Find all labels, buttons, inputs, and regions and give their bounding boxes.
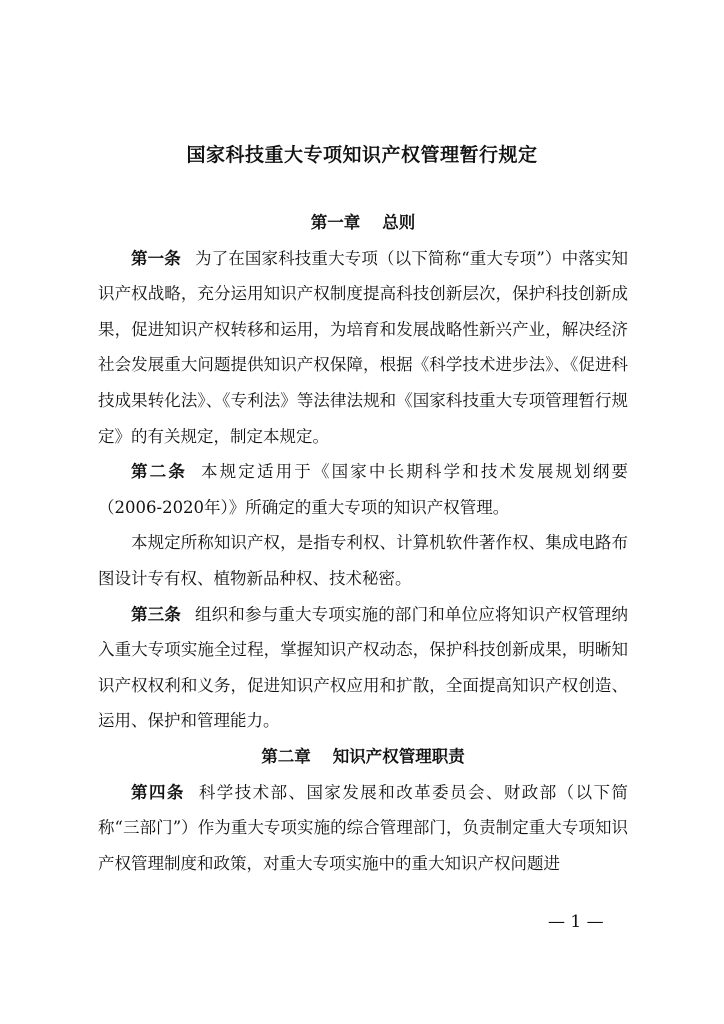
chapter-label: 第二章 (261, 746, 311, 766)
article-label: 第三条 (131, 604, 181, 624)
article-label: 第二条 (131, 462, 187, 482)
chapter-name: 总则 (382, 213, 416, 232)
article-text: 科学技术部、国家发展和改革委员会、财政部（以下简称“三部门”）作为重大专项实施的综合管理部门，负责制定重大专项知识产权管理制度和政策，对重大专项实施中的重大知识产权问题进 (98, 782, 629, 873)
article-label: 第一条 (131, 248, 181, 268)
document-body (98, 205, 628, 881)
article-text: 本规定所称知识产权，是指专利权、计算机软件著作权、集成电路布图设计专有权、植物新品种权、技术秘密。 (98, 533, 628, 588)
article-paragraph-5 (98, 775, 628, 882)
chapter-heading-2 (98, 739, 628, 775)
article-paragraph-4 (98, 597, 628, 739)
article-paragraph-2 (98, 454, 628, 525)
document-title: 国家科技重大专项知识产权管理暂行规定 (186, 144, 538, 166)
article-text: 为了在国家科技重大专项（以下简称“重大专项”）中落实知识产权战略，充分运用知识产权制度提高科技创新层次，保护科技创新成果，促进知识产权转移和运用，为培育和发展战略性新兴产业，解决经济社会发展重大问题提供知识产权保障，根据《科学技术进步法》、《促进科技成果转化法》、《专利法》等法律法规和《国家科技重大专项管理暂行规定》的有关规定，制定本规定。 (98, 248, 629, 446)
chapter-heading-1 (98, 205, 628, 241)
article-text: 本规定适用于《国家中长期科学和技术发展规划纲要（2006-2020年）》所确定的重大专项的知识产权管理。 (98, 462, 629, 517)
article-paragraph-3 (98, 525, 628, 596)
article-paragraph-1 (98, 241, 628, 455)
page-number: — 1 — (548, 912, 604, 932)
article-label: 第四条 (131, 782, 185, 802)
chapter-name: 知识产权管理职责 (332, 746, 465, 766)
chapter-label: 第一章 (310, 213, 361, 232)
article-text: 组织和参与重大专项实施的部门和单位应将知识产权管理纳入重大专项实施全过程，掌握知识产权动态，保护科技创新成果，明晰知识产权权利和义务，促进知识产权应用和扩散，全面提高知识产权创造、运用、保护和管理能力。 (98, 604, 629, 731)
